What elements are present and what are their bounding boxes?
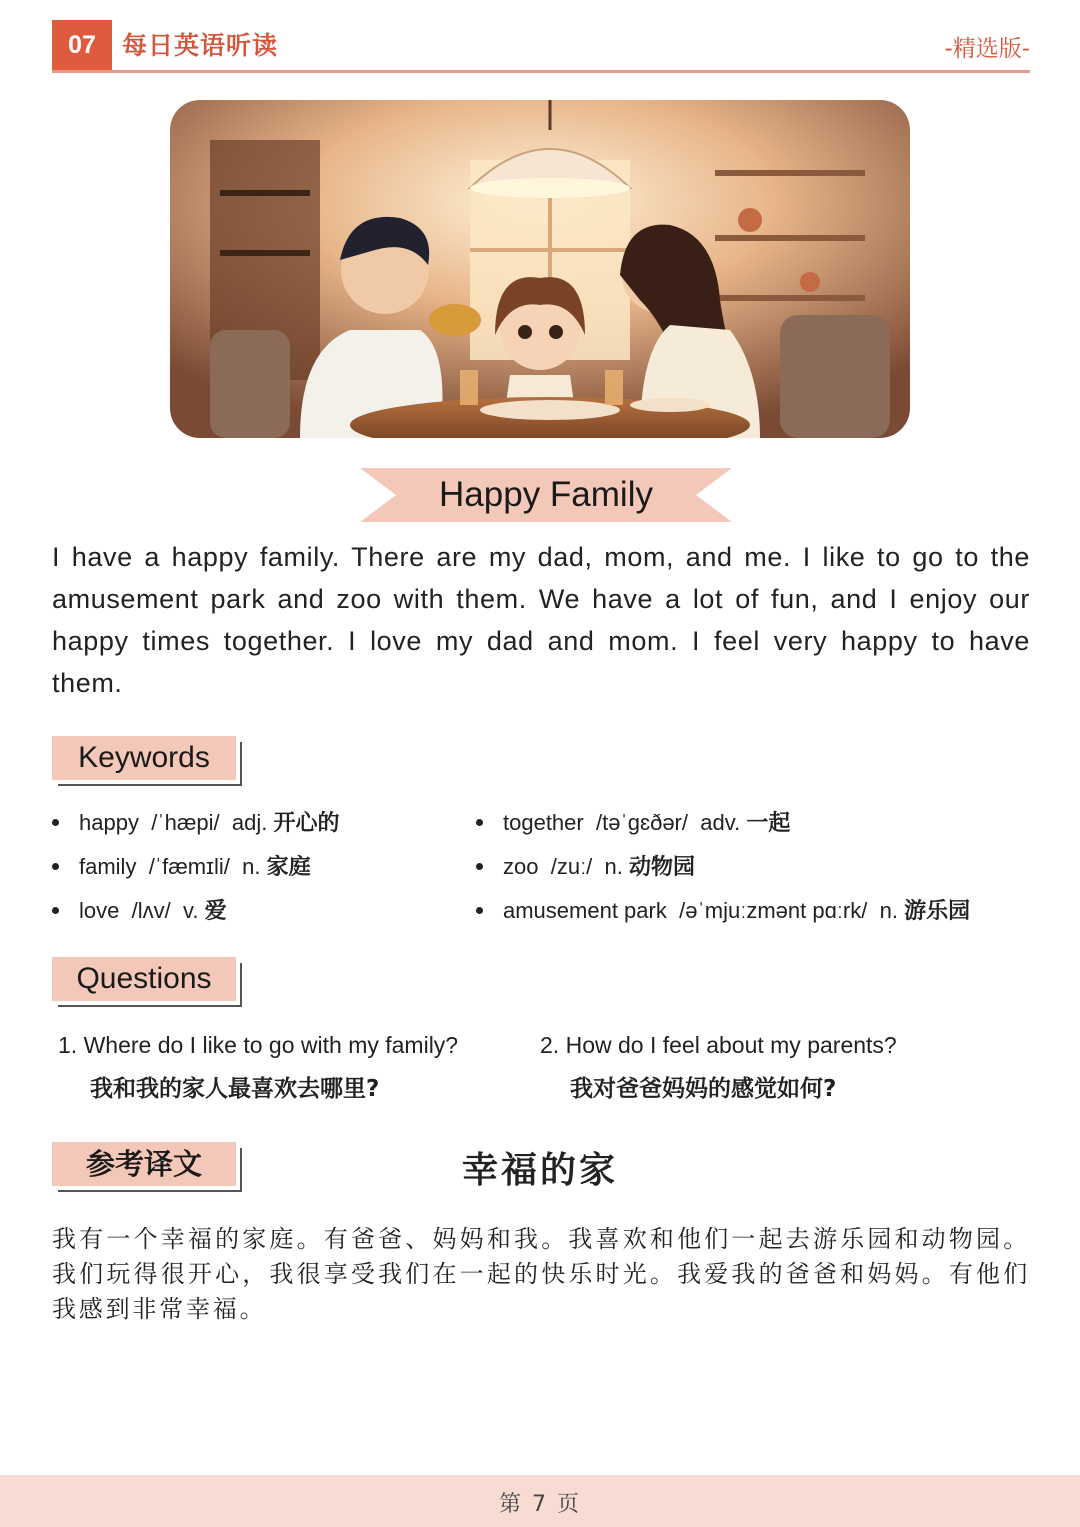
family-illustration [170, 100, 910, 438]
story-passage: I have a happy family. There are my dad, mom, and me. I like to go to the amusement park and zoo with them. We have a lot of fun, and I enjoy our happy times together. I love my dad and mom. I feel very happy to have them. [52, 542, 1030, 698]
questions-heading: Questions [76, 962, 212, 995]
question-1-cn: 我和我的家人最喜欢去哪里? [90, 1076, 380, 1102]
keyword-item: family /ˈfæmɪli/ n. 家庭 [52, 850, 311, 881]
questions-tag [52, 957, 242, 1007]
translation-title: 幸福的家 [461, 1150, 618, 1191]
question-2-cn: 我对爸爸妈妈的感觉如何? [570, 1076, 837, 1102]
translation-heading: 参考译文 [85, 1147, 202, 1181]
translation-passage: 我有一个幸福的家庭。有爸爸、妈妈和我。我喜欢和他们一起去游乐园和动物园。我们玩得很开心，我很享受我们在一起的快乐时光。我爱我的爸爸和妈妈。有他们我感到非常幸福。 [52, 1225, 1030, 1323]
question-2: 2. How do I feel about my parents? [540, 1032, 897, 1058]
keyword-item: happy /ˈhæpi/ adj. 开心的 [52, 806, 340, 837]
story-title: Happy Family [439, 475, 653, 514]
keywords-heading: Keywords [78, 741, 210, 774]
edition-label: -精选版- [944, 36, 1030, 62]
keyword-item: love /lʌv/ v. 爱 [52, 894, 227, 925]
keywords-tag [52, 736, 242, 786]
header-divider [52, 70, 1030, 73]
keyword-item: amusement park /əˈmjuːzmənt pɑːrk/ n. 游乐园 [476, 894, 970, 925]
story-title-ribbon [360, 466, 732, 524]
page-footer [0, 1475, 1080, 1527]
lesson-number: 07 [52, 20, 112, 70]
page-header [52, 20, 1030, 72]
page-number: 第 7 页 [499, 1492, 581, 1517]
question-1: 1. Where do I like to go with my family? [58, 1032, 459, 1058]
series-title: 每日英语听读 [122, 31, 279, 60]
keyword-item: together /təˈɡɛðər/ adv. 一起 [476, 806, 790, 837]
keyword-item: zoo /zuː/ n. 动物园 [476, 850, 695, 881]
